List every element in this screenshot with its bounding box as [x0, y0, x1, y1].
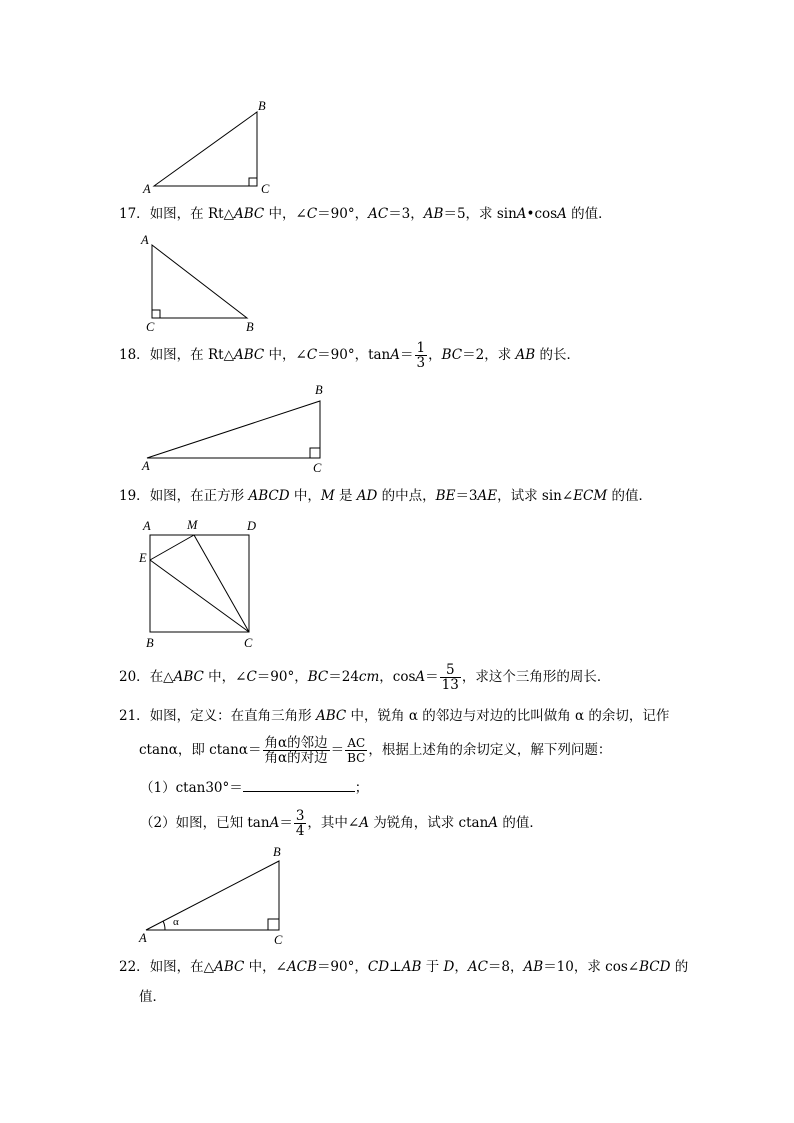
fraction: $\frac{5}{13}$ — [441, 662, 459, 693]
question-18: 18．如图，在 Rt△ABC 中，∠C＝90°，tanA＝ $\frac{1}{3}$ ，BC＝2，求 AB 的长． — [119, 340, 580, 371]
fig19-square — [150, 535, 249, 632]
fig16-triangle — [154, 112, 257, 186]
question-number: 19． — [119, 488, 150, 504]
answer-blank[interactable] — [243, 779, 355, 792]
fraction-ac-bc: $\frac{AC}{BC}$ — [347, 736, 366, 765]
fig19-label-b: B — [146, 636, 154, 650]
fraction: $\frac{1}{3}$ — [416, 340, 426, 371]
fig16-label-c: C — [261, 182, 270, 196]
fig16-label-b: B — [258, 99, 266, 113]
fig19-label-d: D — [247, 519, 257, 533]
question-number: 17． — [119, 206, 150, 222]
question-19: 19．如图，在正方形 ABCD 中，M 是 AD 的中点，BE＝3AE，试求 sin∠ECM 的值． — [119, 488, 652, 504]
question-number: 18． — [119, 347, 150, 363]
fig18-label-b: B — [315, 383, 323, 397]
question-22-line1: 22．如图，在△ABC 中，∠ACB＝90°，CD⊥AB 于 D，AC＝8，AB＝10，求 cos∠BCD 的 — [119, 959, 689, 975]
fraction: $\frac{3}{4}$ — [295, 808, 305, 839]
question-21-line2: ctanα，即 ctanα＝ $\frac{\text{角α的邻边}}{\text{角α的对边}}$ ＝ $\frac{AC}{BC}$ ，根据上述角的余切定义，解下列问题： — [139, 735, 612, 766]
question-number: 22． — [119, 959, 150, 975]
fig21-label-a: A — [139, 931, 147, 945]
question-number: 20． — [119, 669, 150, 685]
question-21-part1: （1）ctan30°＝ ； — [140, 780, 369, 796]
fig19-label-e: E — [139, 551, 147, 565]
fig21-label-alpha: α — [173, 916, 179, 928]
fig17-label-b: B — [246, 320, 254, 334]
fig19-label-c: C — [244, 636, 253, 650]
fig21-label-c: C — [274, 933, 283, 947]
question-21-line1: 21．如图，定义：在直角三角形 ABC 中，锐角 α 的邻边与对边的比叫做角 α 的余切，记作 — [119, 708, 670, 724]
question-20: 20．在△ABC 中，∠C＝90°，BC＝24cm，cosA＝ $\frac{5}{13}$ ，求这个三角形的周长． — [119, 662, 611, 693]
fraction-definition: $\frac{\text{角α的邻边}}{\text{角α的对边}}$ — [264, 735, 328, 766]
fig21-label-b: B — [273, 845, 281, 859]
question-number: 21． — [119, 708, 150, 724]
question-22-line2: 值． — [139, 989, 166, 1005]
question-17: 17．如图，在 Rt△ABC 中，∠C＝90°，AC＝3，AB＝5，求 sinA•cosA 的值． — [119, 206, 612, 222]
fig18-triangle — [147, 401, 320, 458]
fig17-label-c: C — [146, 320, 155, 334]
fig17-label-a: A — [141, 233, 149, 247]
fig21-triangle — [146, 861, 279, 930]
fig19-label-m: M — [187, 518, 198, 532]
question-21-part2: （2）如图，已知 tanA＝ $\frac{3}{4}$ ，其中∠A 为锐角，试求 ctanA 的值． — [140, 808, 543, 839]
fig18-label-a: A — [142, 459, 150, 473]
fig19-label-a: A — [143, 519, 151, 533]
fig16-label-a: A — [143, 182, 151, 196]
fig17-triangle — [152, 245, 247, 318]
fig18-label-c: C — [313, 461, 322, 475]
